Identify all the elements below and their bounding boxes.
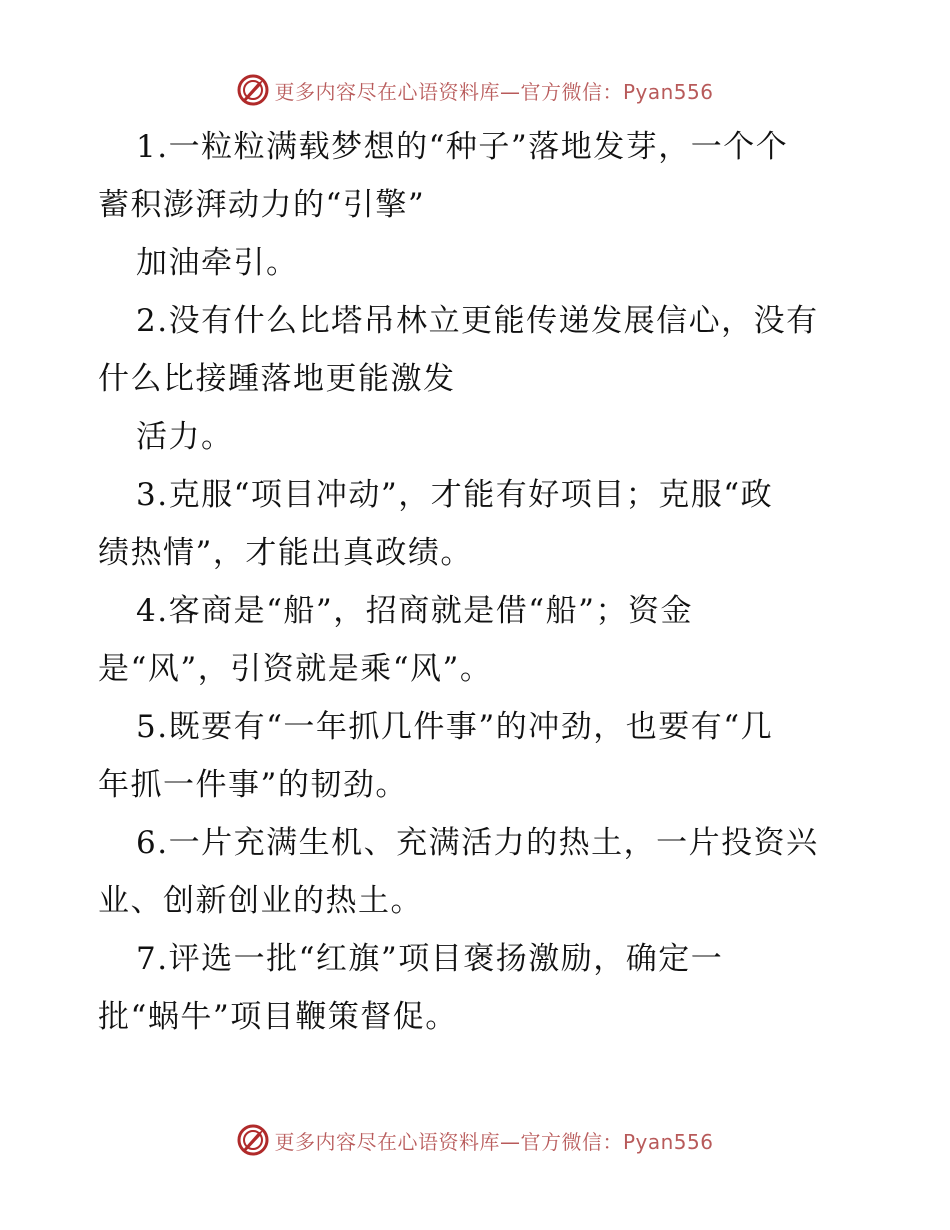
text-line: 3.克服“项目冲动”，才能有好项目；克服“政 [136,477,774,513]
footer-text: 更多内容尽在心语资料库—官方微信：Pyan556 [274,1129,714,1154]
text-line: 1.一粒粒满载梦想的“种子”落地发芽，一个个 [136,129,789,165]
quill-seal-logo-icon [236,73,270,107]
document-body [98,118,858,1046]
header-text: 更多内容尽在心语资料库—官方微信：Pyan556 [274,79,714,104]
text-line: 业、创新创业的热土。 [98,883,423,919]
text-line: 批“蜗牛”项目鞭策督促。 [98,999,458,1035]
text-line: 活力。 [136,419,234,455]
quill-seal-logo-icon [236,1123,270,1157]
text-line: 年抓一件事”的韧劲。 [98,767,408,803]
text-line: 4.客商是“船”，招商就是借“船”；资金 [136,593,693,629]
text-line: 绩热情”，才能出真政绩。 [98,535,473,571]
text-line: 6.一片充满生机、充满活力的热土，一片投资兴 [136,825,819,861]
header-watermark [0,70,950,110]
footer-watermark [0,1120,950,1160]
text-line: 是“风”，引资就是乘“风”。 [98,651,493,687]
text-line: 加油牵引。 [136,245,299,281]
text-line: 什么比接踵落地更能激发 [98,361,456,397]
text-line: 蓄积澎湃动力的“引擎” [98,187,426,223]
text-line: 7.评选一批“红旗”项目褒扬激励，确定一 [136,941,724,977]
text-line: 2.没有什么比塔吊林立更能传递发展信心，没有 [136,303,819,339]
text-line: 5.既要有“一年抓几件事”的冲劲，也要有“几 [136,709,774,745]
